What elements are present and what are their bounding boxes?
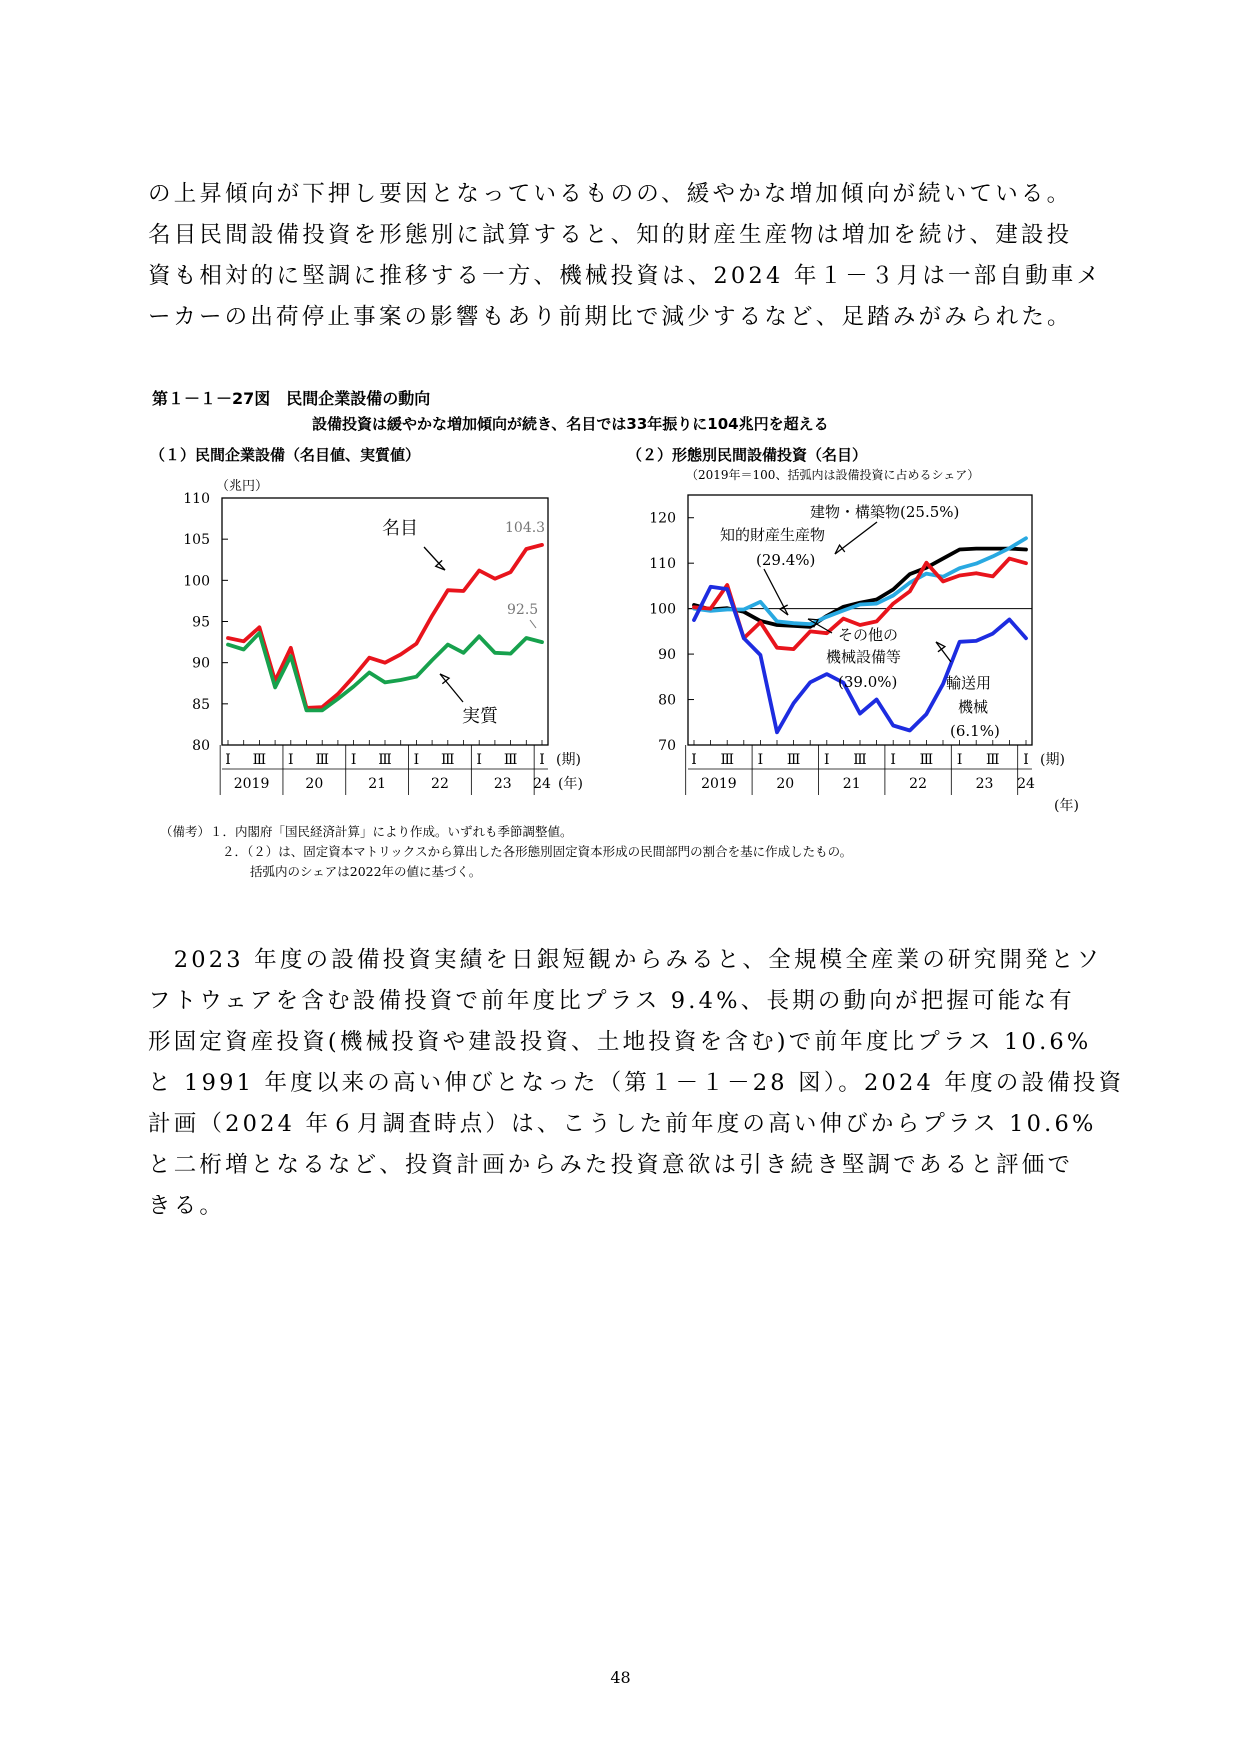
x-year-label: 24 — [1017, 776, 1035, 792]
x-year-label: 22 — [909, 776, 928, 792]
x-quarter-label: Ⅰ — [413, 752, 420, 768]
x-quarter-label: Ⅰ — [890, 752, 896, 768]
x-quarter-label: Ⅰ — [691, 752, 697, 768]
note-line: ２．（２）は、固定資本マトリックスから算出した各形態別固定資本形成の民間部門の割合を基に作成したもの。 — [222, 844, 853, 859]
chart-by-type — [640, 462, 1079, 830]
x-year-label: 23 — [493, 776, 512, 792]
text-line: 計画（2024 年６月調査時点）は、こうした前年度の高い伸びからプラス 10.6% — [148, 1111, 1097, 1137]
note-line: 括弧内のシェアは2022年の値に基づく。 — [250, 864, 482, 879]
x-axis-year-label: (年) — [558, 776, 583, 792]
text-line: 形固定資産投資(機械投資や建設投資、土地投資を含む)で前年度比プラス 10.6% — [148, 1029, 1092, 1055]
panel2-note: （2019年＝100、括弧内は設備投資に占めるシェア） — [686, 468, 980, 482]
y-tick-label: 90 — [192, 655, 210, 672]
x-quarter-label: Ⅲ — [441, 752, 455, 768]
y-axis-unit: （兆円） — [216, 479, 269, 494]
label-transport-share: (6.1%) — [950, 722, 1000, 740]
x-quarter-label: Ⅰ — [956, 752, 963, 768]
x-quarter-label: Ⅰ — [350, 752, 357, 768]
x-year-label: 21 — [368, 776, 387, 792]
chart-nominal-real — [160, 462, 583, 808]
label-other-machinery-2: 機械設備等 — [826, 648, 902, 666]
x-quarter-label: Ⅲ — [986, 752, 1000, 768]
arrow-structures — [835, 522, 877, 554]
paragraph-top — [148, 174, 1103, 338]
y-tick-label: 110 — [183, 491, 210, 507]
y-tick-label: 95 — [192, 614, 210, 631]
panel1-title: （１）民間企業設備（名目値、実質値） — [150, 446, 421, 464]
series-line-1 — [694, 549, 1026, 627]
x-quarter-label: Ⅲ — [252, 752, 267, 768]
x-quarter-label: Ⅲ — [786, 752, 801, 768]
figure-subtitle: 設備投資は緩やかな増加傾向が続き、名目では33年振りに104兆円を超える — [312, 415, 829, 433]
x-quarter-label: Ⅲ — [503, 752, 518, 768]
label-ip-share: (29.4%) — [756, 551, 816, 569]
figure-notes — [160, 822, 852, 882]
x-year-label: 24 — [533, 776, 551, 792]
text-line: きる。 — [148, 1193, 226, 1219]
text-line: フトウェアを含む設備投資で前年度比プラス 9.4%、長期の動向が把握可能な有 — [148, 988, 1075, 1014]
paragraph-bottom — [148, 940, 1125, 1227]
label-nominal: 名目 — [382, 518, 418, 539]
x-year-label: 21 — [842, 776, 861, 792]
text-line: 名目民間設備投資を形態別に試算すると、知的財産生産物は増加を続け、建設投 — [148, 222, 1073, 248]
x-axis-year-label: (年) — [1054, 798, 1079, 814]
y-tick-label: 70 — [658, 738, 676, 754]
x-year-label: 22 — [431, 776, 449, 792]
text-line: の上昇傾向が下押し要因となっているものの、緩やかな増加傾向が続いている。 — [148, 181, 1073, 207]
x-quarter-label: Ⅲ — [853, 752, 867, 768]
text-line: と 1991 年度以来の高い伸びとなった（第１－１－28 図）。2024 年度の設備投資 — [148, 1070, 1125, 1096]
x-quarter-label: Ⅰ — [539, 752, 545, 768]
y-tick-label: 110 — [649, 556, 676, 573]
x-quarter-label: Ⅰ — [824, 752, 830, 768]
x-axis-period-label: (期) — [1040, 752, 1065, 768]
x-quarter-label: Ⅲ — [378, 752, 392, 768]
x-year-label: 2019 — [701, 776, 737, 792]
text-line: ーカーの出荷停止事案の影響もあり前期比で減少するなど、足踏みがみられた。 — [148, 304, 1073, 330]
panel2-title: （２）形態別民間設備投資（名目） — [627, 446, 868, 464]
value-label-nominal: 104.3 — [505, 520, 546, 536]
x-quarter-label: Ⅰ — [757, 752, 764, 768]
y-tick-label: 100 — [649, 601, 676, 618]
x-axis-period-label: (期) — [556, 752, 581, 768]
text-line: 資も相対的に堅調に推移する一方、機械投資は、2024 年１－３月は一部自動車メ — [148, 263, 1103, 289]
leader-real — [530, 620, 536, 628]
x-quarter-label: Ⅰ — [288, 752, 294, 768]
x-year-label: 2019 — [233, 776, 270, 792]
x-quarter-label: Ⅰ — [476, 752, 482, 768]
x-quarter-label: Ⅰ — [1023, 752, 1029, 768]
label-other-machinery-1: その他の — [838, 626, 899, 644]
x-year-label: 20 — [305, 776, 324, 792]
y-tick-label: 90 — [658, 647, 676, 664]
y-tick-label: 100 — [183, 573, 210, 590]
series-line-2 — [228, 633, 542, 710]
label-other-machinery-share: (39.0%) — [838, 673, 898, 691]
y-tick-label: 80 — [658, 692, 676, 709]
y-tick-label: 105 — [183, 532, 210, 549]
y-tick-label: 80 — [192, 738, 210, 754]
text-line: と二桁増となるなど、投資計画からみた投資意欲は引き続き堅調であると評価で — [148, 1152, 1074, 1178]
label-transport-1: 輸送用 — [946, 674, 992, 692]
x-quarter-label: Ⅰ — [225, 752, 231, 768]
text-line: 2023 年度の設備投資実績を日銀短観からみると、全規模全産業の研究開発とソ — [148, 947, 1103, 973]
series-line-2 — [694, 538, 1026, 624]
label-structures: 建物・構築物(25.5%) — [810, 503, 960, 521]
label-transport-2: 機械 — [958, 698, 989, 716]
x-quarter-label: Ⅲ — [720, 752, 734, 768]
x-quarter-label: Ⅲ — [315, 752, 329, 768]
figure-title: 第１－１－27図 民間企業設備の動向 — [152, 389, 431, 408]
value-label-real: 92.5 — [507, 602, 539, 618]
arrow-real — [440, 674, 463, 702]
arrow-nominal — [424, 547, 445, 570]
arrow-ip-products-head — [780, 605, 788, 615]
y-tick-label: 120 — [649, 510, 676, 527]
page-number: 48 — [610, 1668, 631, 1687]
x-year-label: 20 — [776, 776, 795, 792]
label-real: 実質 — [462, 706, 498, 727]
y-tick-label: 85 — [192, 696, 210, 713]
x-quarter-label: Ⅲ — [919, 752, 934, 768]
label-ip-products: 知的財産生産物 — [720, 526, 826, 544]
x-year-label: 23 — [975, 776, 994, 792]
note-line: （備考）１．内閣府「国民経済計算」により作成。いずれも季節調整値。 — [160, 824, 573, 839]
